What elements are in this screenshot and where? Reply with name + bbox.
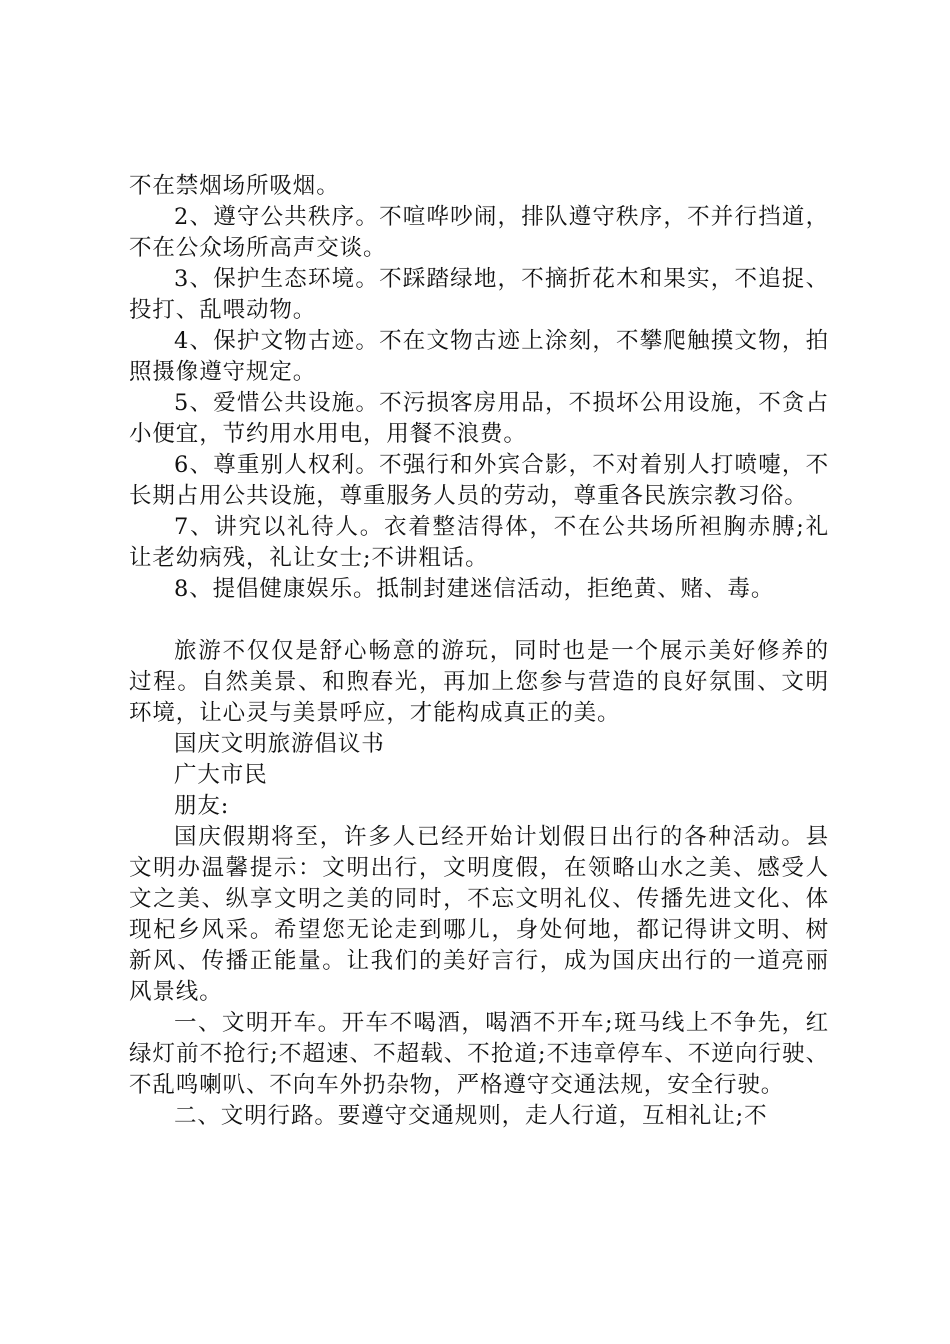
paragraph-national-day-intro: 国庆假期将至，许多人已经开始计划假日出行的各种活动。县文明办温馨提示：文明出行，文明度假，在领略山水之美、感受人文之美、纵享文明之美的同时，不忘文明礼仪、传播先进文化、体现杞乡风采。希望您无论走到哪儿，身处何地，都记得讲文明、树新风、传播正能量。让我们的美好言行，成为国庆出行的一道亮丽风景线。: [129, 824, 829, 1005]
paragraph-healthy-entertainment: 8、提倡健康娱乐。抵制封建迷信活动，拒绝黄、赌、毒。: [174, 576, 775, 602]
paragraph-no-smoking: 不在禁烟场所吸烟。: [129, 173, 340, 199]
paragraph-civilized-walking: 二、文明行路。要遵守交通规则，走人行道，互相礼让;不: [174, 1103, 768, 1129]
salutation-line-2: 朋友:: [174, 793, 230, 819]
document-page: [129, 171, 829, 1132]
paragraph-ecology: 3、保护生态环境。不踩踏绿地，不摘折花木和果实，不追捉、投打、乱喂动物。: [129, 266, 829, 323]
section-title: 国庆文明旅游倡议书: [174, 731, 385, 757]
paragraph-civilized-driving: 一、文明开车。开车不喝酒，喝酒不开车;斑马线上不争先，红绿灯前不抢行;不超速、不超载、不抢道;不违章停车、不逆向行驶、不乱鸣喇叭、不向车外扔杂物，严格遵守交通法规，安全行驶。: [129, 1010, 829, 1098]
paragraph-courtesy: 7、讲究以礼待人。衣着整洁得体，不在公共场所袒胸赤膊;礼让老幼病残，礼让女士;不讲粗话。: [129, 514, 829, 571]
paragraph-respect-rights: 6、尊重别人权利。不强行和外宾合影，不对着别人打喷嚏，不长期占用公共设施，尊重服务人员的劳动，尊重各民族宗教习俗。: [129, 452, 829, 509]
paragraph-public-facilities: 5、爱惜公共设施。不污损客房用品，不损坏公用设施，不贪占小便宜，节约用水用电，用餐不浪费。: [129, 390, 829, 447]
paragraph-public-order: 2、遵守公共秩序。不喧哗吵闹，排队遵守秩序，不并行挡道，不在公众场所高声交谈。: [129, 204, 829, 261]
paragraph-relics: 4、保护文物古迹。不在文物古迹上涂刻，不攀爬触摸文物，拍照摄像遵守规定。: [129, 328, 829, 385]
salutation-line-1: 广大市民: [174, 762, 268, 788]
paragraph-travel-summary: 旅游不仅仅是舒心畅意的游玩，同时也是一个展示美好修养的过程。自然美景、和煦春光，再加上您参与营造的良好氛围、文明环境，让心灵与美景呼应，才能构成真正的美。: [129, 638, 829, 726]
blank-line: [129, 605, 829, 636]
